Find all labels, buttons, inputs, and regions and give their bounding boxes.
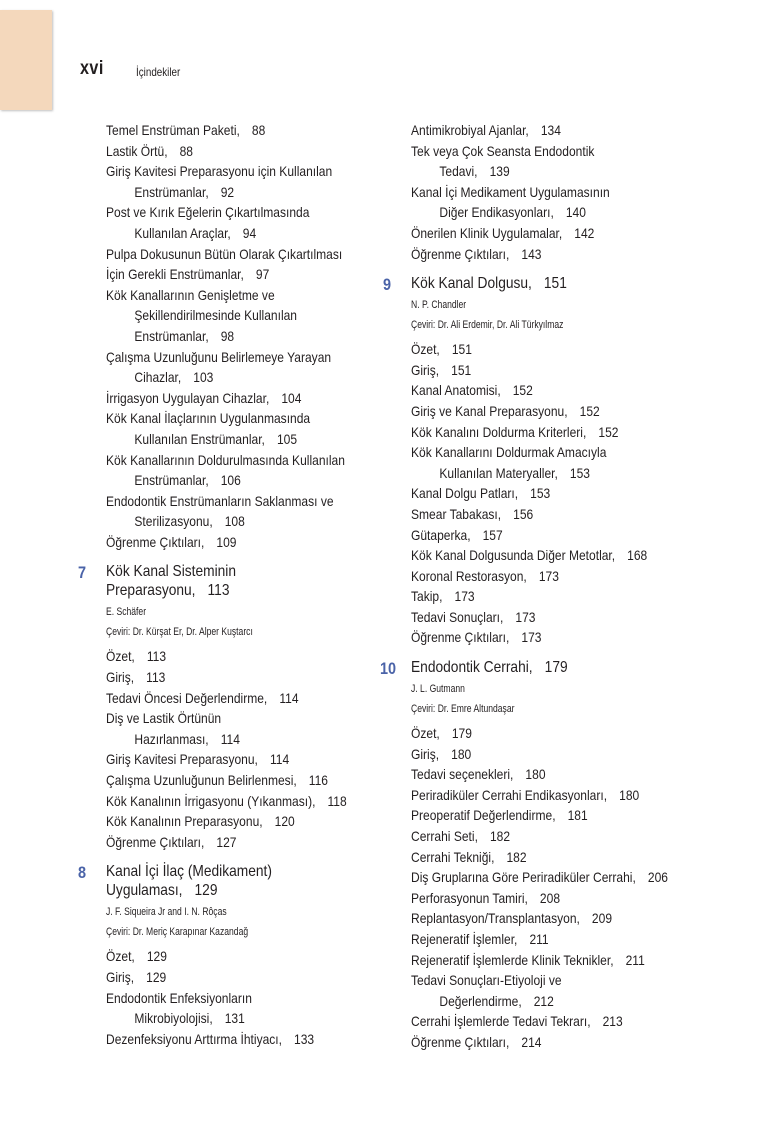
toc-entry-title: Önerilen Klinik Uygulamalar, (411, 224, 563, 241)
toc-entry[interactable] (106, 646, 338, 667)
toc-entry-page: 173 (538, 567, 559, 584)
toc-entry[interactable] (411, 141, 669, 162)
toc-entry[interactable] (106, 729, 338, 750)
toc-entry-title: Tedavi seçenekleri, (411, 766, 514, 783)
toc-entry[interactable] (106, 244, 343, 265)
toc-entry-title: Mikrobiyolojisi, (134, 1010, 213, 1027)
toc-entry[interactable] (106, 429, 338, 450)
chapter-page: 129 (194, 882, 218, 900)
toc-entry-page: 97 (255, 266, 270, 283)
toc-entry[interactable] (411, 202, 669, 223)
toc-entry-page: 212 (533, 992, 554, 1009)
toc-entry-title: Kök Kanallarını Doldurmak Amacıyla (411, 444, 607, 461)
toc-entry-title: Replantasyon/Transplantasyon, (411, 910, 580, 927)
toc-entry-title: Sterilizasyonu, (134, 513, 213, 530)
toc-entry[interactable] (106, 470, 338, 491)
toc-entry-page: 134 (540, 122, 561, 138)
toc-entry-title: Hazırlanması, (134, 730, 209, 747)
toc-entry-title: Kök Kanal Dolgusunda Diğer Metotlar, (411, 547, 616, 564)
toc-entry-page: 179 (451, 725, 472, 742)
toc-entry[interactable] (106, 708, 338, 729)
toc-entry-page: 104 (281, 389, 302, 406)
toc-entry[interactable] (106, 988, 338, 1009)
toc-entry[interactable] (106, 388, 338, 409)
toc-entry[interactable] (106, 667, 338, 688)
toc-entry-page: 153 (530, 485, 551, 502)
toc-entry-title: Özet, (411, 341, 440, 358)
toc-entry-page: 139 (489, 163, 510, 180)
toc-entry-page: 151 (451, 341, 472, 358)
toc-entry-title: Periradiküler Cerrahi Endikasyonları, (411, 786, 608, 803)
toc-entry-page: 98 (220, 327, 235, 344)
intro-entries (106, 120, 376, 552)
toc-entry[interactable] (411, 970, 669, 991)
toc-entry-title: Enstrümanlar, (134, 183, 209, 200)
toc-entry[interactable] (106, 688, 338, 709)
chapter-title-line: Kanal İçi İlaç (Medikament) (106, 863, 272, 881)
toc-entry-title: Kanal İçi Medikament Uygulamasının (411, 183, 610, 200)
toc-entry-title: Şekillendirilmesinde Kullanılan (134, 307, 298, 324)
toc-entry-title: Özet, (106, 948, 135, 965)
chapter-page: 113 (207, 582, 230, 600)
toc-entry-page: 109 (216, 533, 237, 550)
toc-entry-page: 156 (513, 505, 534, 522)
toc-entry-page: 180 (451, 745, 472, 762)
toc-entry-title: Diş Gruplarına Göre Periradiküler Cerrahi, (411, 869, 636, 886)
toc-entry[interactable] (411, 1032, 669, 1053)
toc-entry[interactable] (411, 867, 669, 888)
toc-entry[interactable] (106, 367, 338, 388)
toc-entry-page: 209 (591, 910, 613, 927)
toc-entry[interactable] (106, 326, 338, 347)
toc-entry[interactable] (411, 908, 669, 929)
chapter-title-line: Endodontik Cerrahi, (411, 659, 533, 677)
chapter-8 (78, 862, 376, 1049)
toc-entry[interactable] (411, 1011, 669, 1032)
toc-entry-page: 214 (521, 1033, 542, 1050)
toc-entry[interactable] (411, 607, 669, 628)
toc-entry[interactable] (106, 450, 345, 471)
toc-entry[interactable] (411, 826, 669, 847)
toc-entry[interactable] (411, 764, 669, 785)
running-title: İçindekiler (136, 65, 181, 79)
toc-entry-title: Özet, (106, 648, 135, 665)
toc-entry-title: Giriş, (106, 969, 135, 985)
toc-entry-page: 182 (506, 848, 527, 865)
toc-entry[interactable] (411, 888, 669, 909)
chapter-7 (78, 562, 376, 852)
chapter-title[interactable] (411, 658, 669, 677)
toc-entry-title: Dezenfeksiyonu Arttırma İhtiyacı, (106, 1030, 282, 1047)
toc-entry[interactable] (411, 991, 669, 1012)
toc-entry-page: 92 (220, 183, 235, 200)
toc-entry-page: 180 (619, 786, 640, 803)
toc-entry[interactable] (106, 770, 338, 791)
toc-entry[interactable] (411, 339, 669, 360)
toc-entry-page: 94 (242, 224, 257, 241)
toc-entry-page: 129 (146, 948, 167, 965)
toc-entry[interactable] (411, 182, 669, 203)
toc-entry-title: Kullanılan Enstrümanlar, (134, 430, 265, 447)
toc-entry-page: 106 (220, 472, 241, 489)
toc-entry-title: Giriş, (411, 745, 440, 762)
chapter-number: 9 (383, 275, 392, 295)
toc-entry-title: Çalışma Uzunluğunun Belirlenmesi, (106, 772, 297, 789)
toc-entry-page: 181 (567, 807, 588, 824)
toc-entry-page: 208 (539, 889, 561, 906)
toc-entry[interactable] (411, 785, 669, 806)
chapter-number: 10 (380, 659, 397, 679)
toc-entry-page: 127 (216, 833, 237, 850)
toc-entry-title: Diş ve Lastik Örtünün (106, 710, 222, 727)
toc-entry[interactable] (106, 1008, 338, 1029)
toc-entry[interactable] (411, 627, 669, 648)
chapter-title[interactable] (106, 881, 338, 900)
toc-entry[interactable] (106, 832, 338, 853)
toc-entry-title: Özet, (411, 725, 440, 742)
toc-entry-title: Giriş ve Kanal Preparasyonu, (411, 402, 568, 419)
toc-entry[interactable] (106, 491, 338, 512)
toc-entry-page: 105 (276, 430, 298, 447)
toc-entry[interactable] (106, 811, 338, 832)
toc-entry-page: 143 (521, 245, 542, 262)
toc-entry[interactable] (411, 929, 669, 950)
toc-entry[interactable] (106, 285, 338, 306)
toc-entry-page: 103 (193, 369, 214, 386)
toc-entry[interactable] (411, 161, 669, 182)
page-folio: xvi (80, 58, 104, 79)
toc-entry-page: 173 (521, 629, 542, 646)
toc-entry[interactable] (106, 791, 347, 812)
toc-entry-title: Kök Kanalının Preparasyonu, (106, 813, 263, 830)
toc-entry-page: 213 (602, 1013, 623, 1030)
toc-entry-page: 131 (224, 1010, 245, 1027)
intro-entries (411, 120, 711, 264)
toc-entry-page: 211 (625, 951, 645, 968)
toc-entry-page: 114 (269, 751, 290, 768)
toc-entry[interactable] (106, 511, 338, 532)
toc-entry-title: Enstrümanlar, (134, 472, 209, 489)
chapter-10 (380, 658, 711, 1053)
toc-entry[interactable] (106, 408, 338, 429)
toc-entry[interactable] (411, 805, 669, 826)
toc-entry-title: Tedavi Sonuçları, (411, 608, 504, 625)
toc-entry[interactable] (411, 744, 669, 765)
toc-entry-title: Kök Kanalının İrrigasyonu (Yıkanması), (106, 792, 316, 809)
toc-entry-title: Değerlendirme, (439, 992, 522, 1009)
toc-entry-title: Pulpa Dokusunun Bütün Olarak Çıkartılması (106, 245, 343, 262)
toc-entry-title: Diğer Endikasyonları, (439, 204, 554, 221)
toc-entry-page: 120 (274, 813, 295, 830)
toc-entry-title: Öğrenme Çıktıları, (106, 833, 205, 850)
toc-entry[interactable] (411, 586, 669, 607)
toc-entry[interactable] (411, 380, 669, 401)
toc-entry-title: Öğrenme Çıktıları, (411, 1033, 510, 1050)
toc-entry[interactable] (106, 347, 338, 368)
toc-entry[interactable] (411, 566, 669, 587)
toc-entry[interactable] (411, 950, 669, 971)
toc-entry-page: 173 (454, 588, 475, 605)
toc-entry-title: Perforasyonun Tamiri, (411, 889, 528, 906)
toc-right-column (380, 120, 711, 1053)
toc-entry-page: 182 (489, 828, 511, 845)
toc-entry-page: 173 (515, 608, 536, 625)
chapter-title[interactable] (106, 862, 338, 881)
toc-entry-page: 133 (294, 1030, 315, 1047)
toc-entry-title: Enstrümanlar, (134, 327, 209, 344)
toc-entry[interactable] (106, 202, 338, 223)
chapter-title-line: Uygulaması, (106, 882, 183, 900)
toc-entry-title: Rejeneratif İşlemler, (411, 931, 518, 947)
toc-entry-title: Koronal Restorasyon, (411, 567, 527, 584)
toc-entry[interactable] (106, 141, 338, 162)
toc-entry-title: Cerrahi Tekniği, (411, 848, 495, 865)
chapter-title-line: Kök Kanal Sisteminin (106, 563, 237, 581)
toc-entry[interactable] (106, 749, 338, 770)
toc-entry-title: Öğrenme Çıktıları, (411, 245, 510, 262)
toc-entry[interactable] (106, 1029, 338, 1050)
chapter-9 (383, 274, 711, 648)
toc-entry-title: Tek veya Çok Seansta Endodontik (411, 142, 595, 159)
toc-entry[interactable] (106, 946, 338, 967)
chapter-title[interactable] (411, 274, 669, 293)
toc-entry-title: Tedavi Öncesi Değerlendirme, (106, 689, 268, 706)
toc-entry-page: 118 (327, 792, 347, 809)
toc-entry-title: Giriş, (411, 361, 440, 378)
chapter-entries (411, 723, 711, 1053)
toc-entry-title: Öğrenme Çıktıları, (106, 533, 205, 550)
toc-entry-title: Rejeneratif İşlemlerde Klinik Teknikler, (411, 951, 614, 968)
chapter-translators: Çeviri: Dr. Meriç Karapınar Kazandağ (106, 926, 249, 939)
toc-entry-page: 206 (647, 869, 668, 886)
chapter-entries (106, 646, 376, 852)
toc-entry[interactable] (411, 422, 669, 443)
toc-entry-page: 152 (512, 382, 533, 399)
toc-entry-title: Smear Tabakası, (411, 505, 502, 522)
toc-entry[interactable] (411, 244, 669, 265)
toc-entry-title: Antimikrobiyal Ajanlar, (411, 122, 529, 138)
toc-entry[interactable] (106, 264, 338, 285)
toc-entry-title: Çalışma Uzunluğunu Belirlemeye Yarayan (106, 348, 332, 365)
chapter-title-line: Preparasyonu, (106, 582, 196, 600)
toc-entry[interactable] (411, 223, 669, 244)
toc-entry-page: 168 (627, 547, 648, 564)
toc-entry-page: 116 (308, 772, 328, 789)
toc-entry-title: Cerrahi İşlemlerde Tedavi Tekrarı, (411, 1013, 591, 1030)
chapter-page: 151 (543, 275, 567, 293)
chapter-author: E. Schäfer (106, 606, 147, 619)
chapter-entries (106, 946, 376, 1049)
toc-entry-page: 180 (525, 766, 546, 783)
toc-entry[interactable] (411, 504, 669, 525)
toc-entry-title: Kanal Dolgu Patları, (411, 485, 519, 502)
toc-entry-page: 142 (574, 224, 595, 241)
toc-entry-title: Kanal Anatomisi, (411, 382, 501, 399)
toc-entry-title: Kök Kanal İlaçlarının Uygulanmasında (106, 410, 311, 427)
toc-entry[interactable] (106, 967, 338, 988)
toc-entry-page: 151 (451, 361, 472, 378)
toc-entry-title: Cihazlar, (134, 369, 182, 386)
chapter-title[interactable] (106, 581, 338, 600)
toc-entry-page: 152 (598, 423, 619, 440)
chapter-entries (411, 339, 711, 648)
chapter-number: 7 (78, 563, 87, 583)
toc-entry[interactable] (411, 483, 669, 504)
toc-entry[interactable] (411, 442, 669, 463)
toc-entry-title: Gütaperka, (411, 526, 471, 543)
toc-entry-title: Cerrahi Seti, (411, 828, 478, 845)
toc-entry-page: 211 (529, 931, 549, 947)
toc-entry-title: Öğrenme Çıktıları, (411, 629, 510, 646)
toc-entry-page: 113 (146, 648, 167, 665)
chapter-author: J. F. Siqueira Jr and I. N. Rôças (106, 906, 227, 919)
chapter-translators: Çeviri: Dr. Emre Altundaşar (411, 703, 515, 716)
toc-entry-title: Giriş Kavitesi Preparasyonu için Kullanılan (106, 163, 333, 180)
toc-entry-page: 152 (579, 402, 600, 419)
toc-entry-title: Tedavi Sonuçları-Etiyoloji ve (411, 972, 562, 989)
toc-entry-page: 108 (224, 513, 245, 530)
toc-entry-title: Endodontik Enfeksiyonların (106, 989, 252, 1006)
chapter-translators: Çeviri: Dr. Kürşat Er, Dr. Alper Kuştarcı (106, 626, 253, 639)
toc-entry-title: Kök Kanalını Doldurma Kriterleri, (411, 423, 587, 440)
chapter-title-line: Kök Kanal Dolgusu, (411, 275, 532, 293)
toc-entry-title: Preoperatif Değerlendirme, (411, 807, 556, 824)
toc-entry-title: Endodontik Enstrümanların Saklanması ve (106, 492, 334, 509)
toc-entry-page: 114 (220, 730, 240, 747)
chapter-tab-marker (0, 10, 52, 110)
toc-entry-title: Takip, (411, 588, 443, 605)
toc-entry-page: 129 (146, 969, 167, 985)
chapter-title[interactable] (106, 562, 338, 581)
toc-entry-title: Lastik Örtü, (106, 142, 168, 159)
toc-entry[interactable] (106, 305, 338, 326)
toc-entry-title: Kök Kanallarının Doldurulmasında Kullanılan (106, 451, 345, 468)
toc-entry-page: 140 (565, 204, 586, 221)
toc-entry-page: 88 (179, 142, 194, 159)
toc-left-column (78, 120, 376, 1049)
toc-entry-title: Tedavi, (439, 163, 478, 180)
chapter-page: 179 (544, 659, 568, 677)
toc-entry[interactable] (106, 182, 338, 203)
toc-entry[interactable] (106, 161, 338, 182)
toc-entry[interactable] (411, 723, 669, 744)
toc-entry-page: 113 (146, 669, 166, 686)
toc-entry-page: 114 (279, 689, 299, 706)
chapter-number: 8 (78, 863, 87, 883)
toc-entry-page: 153 (569, 464, 590, 481)
chapter-author: J. L. Gutmann (411, 683, 465, 696)
toc-entry[interactable] (106, 120, 338, 141)
toc-entry-title: İçin Gerekli Enstrümanlar, (106, 266, 244, 283)
toc-entry-title: Post ve Kırık Eğelerin Çıkartılmasında (106, 204, 310, 221)
toc-entry-page: 157 (482, 526, 503, 543)
toc-entry-title: Kullanılan Araçlar, (134, 224, 231, 241)
toc-entry-title: İrrigasyon Uygulayan Cihazlar, (106, 389, 270, 406)
toc-entry-title: Giriş, (106, 669, 135, 686)
toc-entry-title: Kullanılan Materyaller, (439, 464, 558, 481)
toc-entry-title: Kök Kanallarının Genişletme ve (106, 286, 275, 303)
toc-entry[interactable] (411, 360, 669, 381)
toc-entry[interactable] (411, 401, 669, 422)
toc-entry[interactable] (106, 223, 338, 244)
toc-entry[interactable] (411, 463, 669, 484)
toc-entry[interactable] (411, 120, 669, 141)
toc-entry[interactable] (411, 847, 669, 868)
toc-entry[interactable] (106, 532, 338, 553)
chapter-author: N. P. Chandler (411, 299, 467, 312)
chapter-translators: Çeviri: Dr. Ali Erdemir, Dr. Ali Türkyılmaz (411, 319, 564, 332)
toc-entry[interactable] (411, 545, 669, 566)
toc-entry-page: 88 (251, 122, 266, 138)
toc-entry[interactable] (411, 525, 669, 546)
toc-entry-title: Giriş Kavitesi Preparasyonu, (106, 751, 258, 768)
toc-entry-title: Temel Enstrüman Paketi, (106, 122, 240, 138)
